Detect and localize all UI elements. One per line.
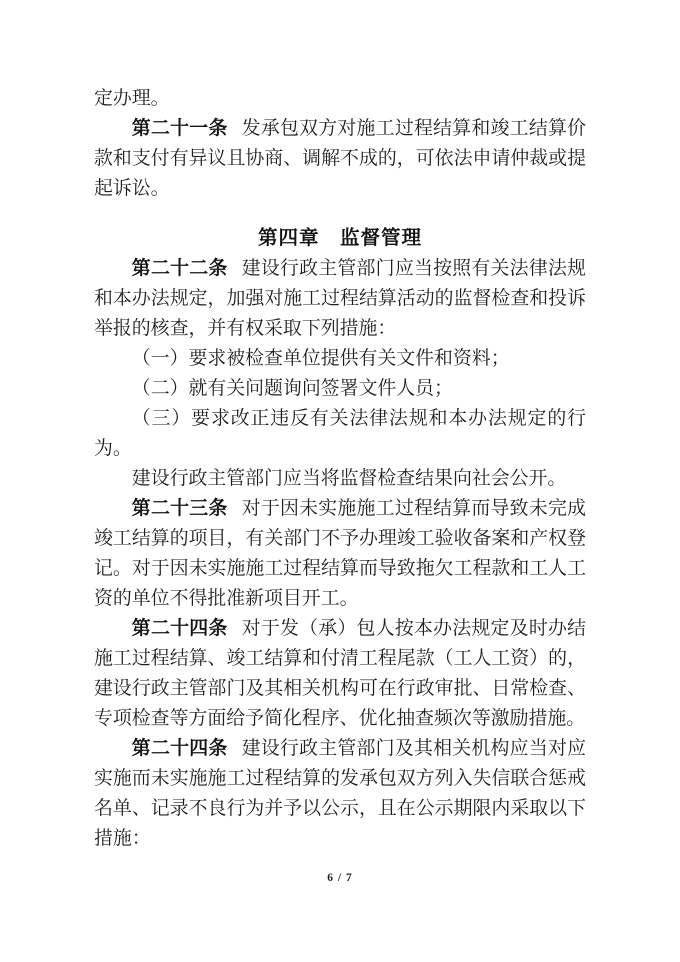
article-24b-paragraph (94, 734, 586, 854)
article-22-number: 第二十二条 (131, 258, 228, 279)
article-24b-number: 第二十四条 (131, 738, 228, 759)
document-body (94, 84, 586, 854)
list-item-1: （一）要求被检查单位提供有关文件和资料； (131, 348, 510, 369)
article-21-number: 第二十一条 (131, 118, 228, 139)
article-24-paragraph (94, 614, 586, 734)
article-22-paragraph (94, 254, 586, 344)
article-24-text: 对于发（承）包人按本办法规定及时办结施工过程结算、竣工结算和付清工程尾款（工人工资）的，建设行政主管部门及其相关机构可在行政审批、日常检查、专项检查等方面给予简化程序、优化抽查频次等激励措施。 (94, 618, 587, 729)
continuation-paragraph: 定办理。 (94, 88, 170, 109)
article-23-paragraph (94, 494, 586, 614)
article-23-number: 第二十三条 (131, 498, 228, 519)
article-24-number: 第二十四条 (131, 618, 228, 639)
supplementary-paragraph: 建设行政主管部门应当将监督检查结果向社会公开。 (131, 468, 567, 489)
list-item-2: （二）就有关问题询问签署文件人员； (131, 378, 453, 399)
article-21-paragraph (94, 114, 586, 204)
page-number: 6 / 7 (327, 872, 353, 884)
article-23-text: 对于因未实施施工过程结算而导致未完成竣工结算的项目，有关部门不予办理竣工验收备案和产权登记。对于因未实施施工过程结算而导致拖欠工程款和工人工资的单位不得批准新项目开工。 (94, 498, 587, 609)
article-21-text: 发承包双方对施工过程结算和竣工结算价款和支付有异议且协商、调解不成的，可依法申请仲裁或提起诉讼。 (94, 118, 587, 199)
article-24b-text: 建设行政主管部门及其相关机构应当对应实施而未实施施工过程结算的发承包双方列入失信联合惩戒名单、记录不良行为并予以公示，且在公示期限内采取以下措施： (94, 738, 587, 849)
chapter-4-heading: 第四章 监督管理 (257, 228, 422, 249)
article-22-text: 建设行政主管部门应当按照有关法律法规和本办法规定，加强对施工过程结算活动的监督检查和投诉举报的核查，并有权采取下列措施： (94, 258, 587, 339)
list-item-3: （三）要求改正违反有关法律法规和本办法规定的行为。 (94, 408, 586, 459)
